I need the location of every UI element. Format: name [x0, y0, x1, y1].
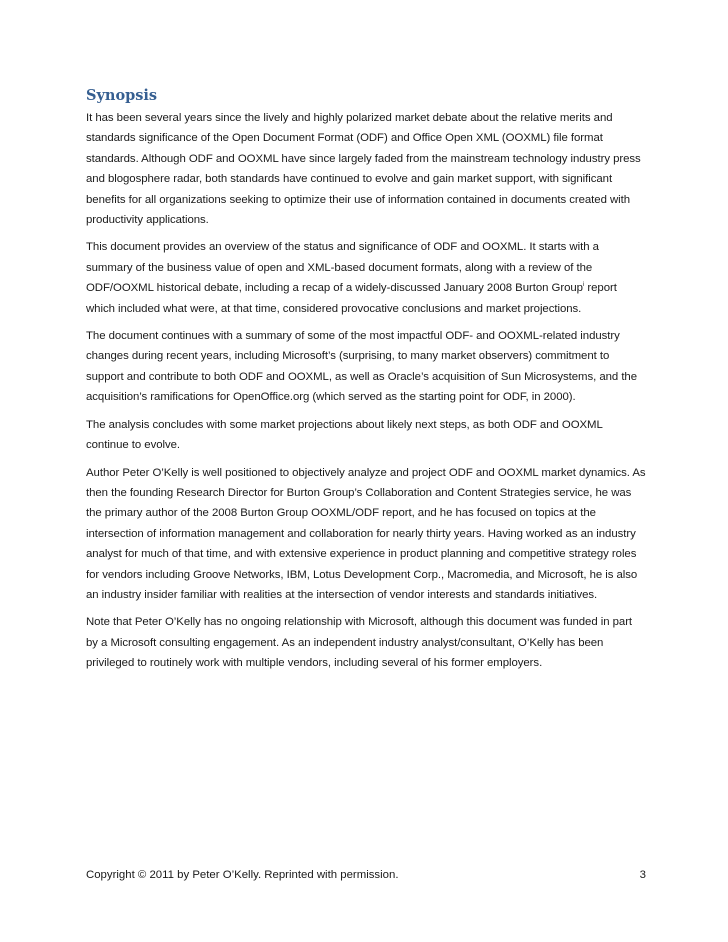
footnote-marker[interactable]: i — [582, 282, 585, 289]
section-heading: Synopsis — [86, 87, 158, 104]
paragraph-2-tail: report which included what were, at that time, considered provocative conclusions and market projections. — [86, 282, 617, 315]
paragraph-4: The analysis concludes with some market projections about likely next steps, as both ODF and OOXML continue to evolve. — [86, 418, 603, 452]
copyright-notice: Copyright © 2011 by Peter O’Kelly. Reprinted with permission. — [86, 869, 399, 881]
paragraph-2-text: This document provides an overview of the status and significance of ODF and OOXML. It starts with a summary of the business value of open and XML-based document formats, along with a review of the ODF/OOXML historical debate, including a recap of a widely-discussed January 2008 Burton Group — [86, 241, 599, 295]
page-footer — [86, 867, 646, 883]
paragraph-3: The document continues with a summary of some of the most impactful ODF- and OOXML-related industry changes during recent years, including Microsoft’s (surprising, to many market observers) commitment to support and contribute to both ODF and OOXML, as well as Oracle’s acquisition of Sun Microsystems, and the acquisition’s ramifications for OpenOffice.org (which served as the starting point for ODF, in 2000). — [86, 330, 638, 404]
document-body — [86, 86, 646, 681]
paragraph-5: Author Peter O’Kelly is well positioned to objectively analyze and project ODF and OOXML market dynamics. As then the founding Research Director for Burton Group’s Collaboration and Content Strategies service, he was the primary author of the 2008 Burton Group OOXML/ODF report, and he has focused on topics at the intersection of information management and collaboration for nearly thirty years. Having worked as an industry analyst for much of that time, and with extensive experience in product planning and competitive strategy roles for vendors including Groove Networks, IBM, Lotus Development Corp., Macromedia, and Microsoft, he is also an industry insider familiar with realities at the intersection of vendor interests and standards initiatives. — [86, 466, 646, 601]
paragraph-2 — [86, 237, 646, 319]
paragraph-1: It has been several years since the lively and highly polarized market debate about the relative merits and standards significance of the Open Document Format (ODF) and Office Open XML (OOXML) file format standards. Although ODF and OOXML have since largely faded from the mainstream technology industry press and blogosphere radar, both standards have continued to evolve and gain market support, with significant benefits for all organizations seeking to optimize their use of information contained in documents created with productivity applications. — [86, 112, 641, 227]
page-number: 3 — [639, 869, 646, 881]
paragraph-6: Note that Peter O’Kelly has no ongoing relationship with Microsoft, although this document was funded in part by a Microsoft consulting engagement. As an independent industry analyst/consultant, O’Kelly has been privileged to routinely work with multiple vendors, including several of his former employers. — [86, 616, 633, 670]
